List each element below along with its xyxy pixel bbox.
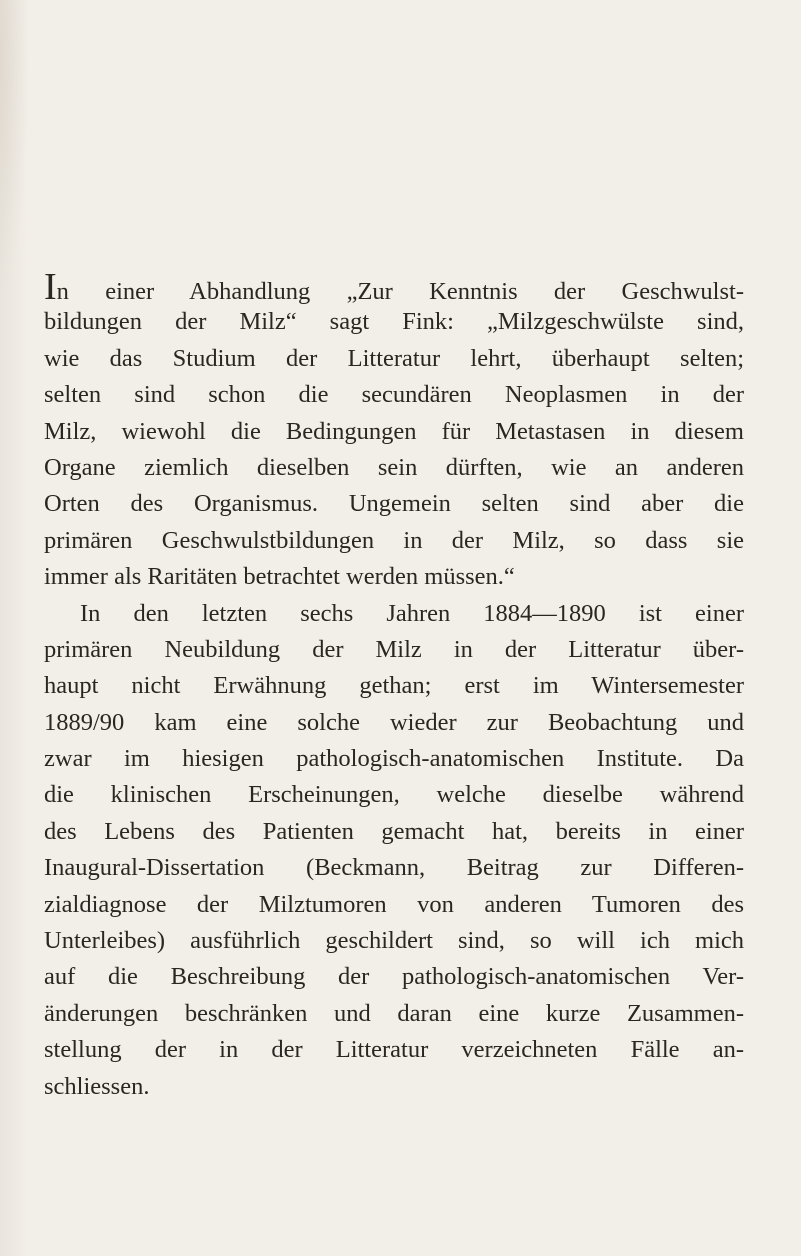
- text-line: Milz, wiewohl die Bedingungen für Metastasen in diesem: [44, 417, 744, 445]
- drop-cap: I: [44, 266, 57, 308]
- text-line: schliessen.: [44, 1072, 150, 1100]
- text-line: haupt nicht Erwähnung gethan; erst im Wintersemester: [44, 672, 744, 700]
- scan-stain: [0, 0, 30, 300]
- text-line: zialdiagnose der Milztumoren von anderen Tumoren des: [44, 890, 744, 918]
- text-line: auf die Beschreibung der pathologisch-anatomischen Ver-: [44, 963, 744, 991]
- text-line: bildungen der Milz“ sagt Fink: „Milzgeschwülste sind,: [44, 308, 744, 336]
- text-line: Inaugural-Dissertation (Beckmann, Beitrag zur Differen-: [44, 854, 744, 882]
- paragraph-2: [44, 596, 744, 1105]
- text-line: wie das Studium der Litteratur lehrt, überhaupt selten;: [44, 344, 744, 372]
- text-line: zwar im hiesigen pathologisch-anatomischen Institute. Da: [44, 745, 744, 773]
- text-line: Organe ziemlich dieselben sein dürften, wie an anderen: [44, 453, 744, 481]
- text-line: stellung der in der Litteratur verzeichneten Fälle an-: [44, 1036, 744, 1064]
- text-line: des Lebens des Patienten gemacht hat, bereits in einer: [44, 817, 744, 845]
- text-line: die klinischen Erscheinungen, welche dieselbe während: [44, 781, 744, 809]
- text-line: selten sind schon die secundären Neoplasmen in der: [44, 381, 744, 409]
- text-line: Orten des Organismus. Ungemein selten sind aber die: [44, 490, 744, 518]
- text-line: 1889/90 kam eine solche wieder zur Beobachtung und: [44, 708, 744, 736]
- text-line: immer als Raritäten betrachtet werden müssen.“: [44, 563, 515, 591]
- text-line: änderungen beschränken und daran eine kurze Zusammen-: [44, 999, 744, 1027]
- body-text: [44, 268, 744, 1105]
- text-line: In einer Abhandlung „Zur Kenntnis der Geschwulst-: [44, 266, 744, 308]
- text-line: primären Neubildung der Milz in der Litteratur über-: [44, 635, 744, 663]
- text-line: Unterleibes) ausführlich geschildert sind, so will ich mich: [44, 927, 744, 955]
- paragraph-1: [44, 268, 744, 596]
- text-line: In den letzten sechs Jahren 1884—1890 ist einer: [80, 599, 744, 627]
- text-line: primären Geschwulstbildungen in der Milz, so dass sie: [44, 526, 744, 554]
